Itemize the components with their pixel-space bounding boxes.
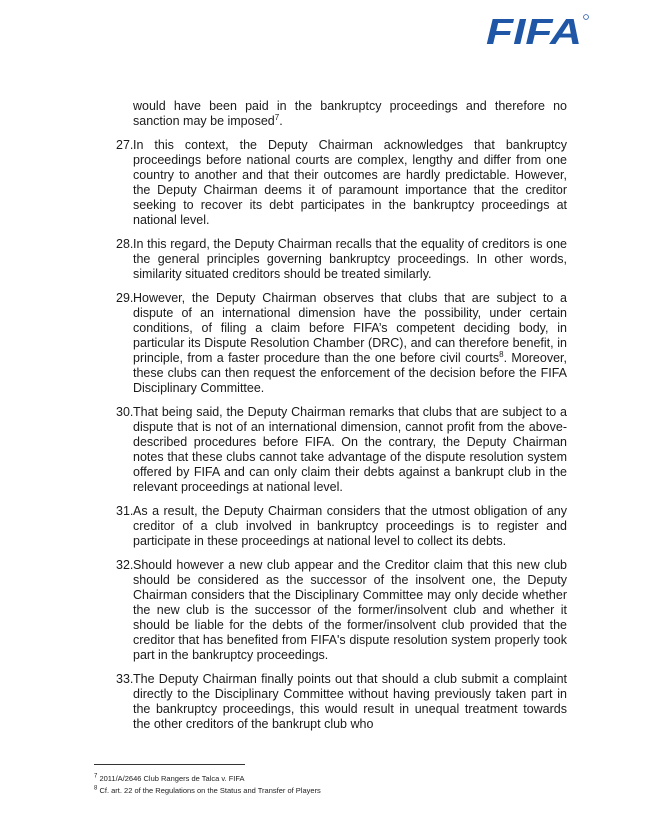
footnote-mark: 7 xyxy=(94,773,98,780)
paragraph-text: However, the Deputy Chairman observes that clubs that are subject to a dispute of an international dimension have the possibility, under certain conditions, of filing a claim before FIFA’s competent deciding body, in particular its Dispute Resolution Chamber (DRC), and can therefore benefit, in principle, from a faster procedure than the one before civil courts xyxy=(133,291,567,365)
footnote-mark: 8 xyxy=(94,785,98,792)
footnote-ref-7: 7 xyxy=(274,112,280,122)
paragraph-text: The Deputy Chairman finally points out that should a club submit a complaint directly to the Disciplinary Committee without having previously taken part in the bankruptcy proceedings, this would result in unequal treatment towards the other creditors of the bankrupt club who xyxy=(133,672,567,731)
paragraph-number: 32. xyxy=(116,558,134,572)
paragraph-text-continued: . Moreover, these clubs can then request the enforcement of the decision before the FIFA Disciplinary Committee. xyxy=(133,351,567,395)
fifa-logo-text: FIFA xyxy=(486,12,582,50)
continuation-text: would have been paid in the bankruptcy proceedings and therefore no sanction may be imposed xyxy=(133,99,567,128)
paragraph-33 xyxy=(116,672,567,732)
fifa-logo xyxy=(486,12,590,50)
paragraph-number: 29. xyxy=(116,291,134,305)
paragraph-number: 28. xyxy=(116,237,134,251)
footnote-divider xyxy=(94,764,245,765)
paragraph-31 xyxy=(116,504,567,549)
footnote-text: 2011/A/2646 Club Rangers de Talca v. FIFA xyxy=(99,774,245,783)
footnote-7 xyxy=(94,773,574,785)
footnote-text: Cf. art. 22 of the Regulations on the Status and Transfer of Players xyxy=(99,786,321,795)
paragraph-text: In this regard, the Deputy Chairman recalls that the equality of creditors is one the general principles governing bankruptcy proceedings. In other words, similarity situated creditors should be treated similarly. xyxy=(133,237,567,281)
paragraph-30 xyxy=(116,405,567,495)
paragraph-text: Should however a new club appear and the Creditor claim that this new club should be considered as the successor of the insolvent one, the Deputy Chairman considers that the Disciplinary Committee may only decide whether the new club is the successor of the former/insolvent club and whether it should be liable for the debts of the former/insolvent club provided that the creditor that has benefited from FIFA's dispute resolution system properly took part in the bankruptcy proceedings. xyxy=(133,558,567,662)
paragraph-text: As a result, the Deputy Chairman considers that the utmost obligation of any creditor of a club involved in bankruptcy proceedings is to register and participate in these proceedings at national level to collect its debts. xyxy=(133,504,567,548)
paragraph-27 xyxy=(116,138,567,228)
document-body xyxy=(116,99,567,741)
paragraph-text: In this context, the Deputy Chairman acknowledges that bankruptcy proceedings before national courts are complex, lengthy and differ from one country to another and that their outcomes are hardly predictable. However, the Deputy Chairman deems it of paramount importance that the creditor seeking to recover its debt participates in the bankruptcy proceedings at national level. xyxy=(133,138,567,227)
footnotes xyxy=(94,773,574,797)
continuation-paragraph: would have been paid in the bankruptcy proceedings and therefore no sanction may be imposed$^7$. xyxy=(133,99,567,128)
paragraph-number: 33. xyxy=(116,672,134,686)
paragraph-text: That being said, the Deputy Chairman remarks that clubs that are subject to a dispute that is not of an international dimension, cannot profit from the above-described procedures before FIFA. On the contrary, the Deputy Chairman notes that these clubs cannot take advantage of the dispute resolution system offered by FIFA and can only claim their debts against a bankrupt club in the relevant proceedings at national level. xyxy=(133,405,567,494)
paragraph-number: 30. xyxy=(116,405,134,419)
paragraph-32 xyxy=(116,558,567,663)
footnote-ref-8: 8 xyxy=(499,349,504,359)
paragraph-28 xyxy=(116,237,567,282)
paragraph-number: 27. xyxy=(116,138,134,152)
paragraph-29 xyxy=(116,291,567,396)
footnote-8 xyxy=(94,785,574,797)
paragraph-number: 31. xyxy=(116,504,134,518)
